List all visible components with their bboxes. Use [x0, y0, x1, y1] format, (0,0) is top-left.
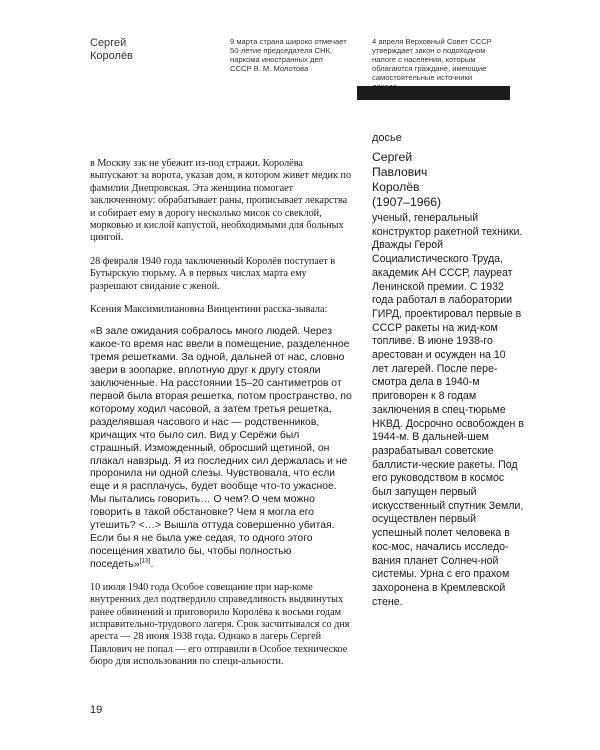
quote-text: «В зале ожидания собралось много людей. Через какое-то время нас ввели в помещение, разделенное тремя решетками. За одной, дальней от нас, словно звери в зоопарке, вплотную друг к другу стояли заключенные. На расстоянии 15–20 сантиметров от первой была вторая решетка, потом пространство, по которому ходил часовой, а затем третья решетка, разделявшая часового и нас — родственников, кричащих что было сил. Вид у Серёжи был страшный. Изможденный, обросший щетиной, он плакал навзрыд. Я из последних сил держалась и не проронила ни одной слезы. Чувствовала, что если еще и я расплачусь, будет вообще что-то ужасное. Мы пытались говорить… О чем? О чем можно говорить в такой обстановке? Чем я могла его утешить? <…> Вышла оттуда совершенно убитая. Если бы я не была уже седая, то одного этого посещения хватило бы, чтобы полностью поседеть»: [90, 326, 352, 570]
quote-end: .: [150, 558, 154, 570]
quote-visit: [90, 326, 352, 571]
paragraph-vincentini-intro: Ксения Максимилиановна Винцентини расска-зывала:: [90, 304, 328, 316]
main-text-column: [90, 158, 352, 669]
page-number: 19: [90, 704, 103, 716]
paragraph-release-to-doctor: в Москву зэк не убежит из-под стражи. Королёва выпускают за ворота, указав дом, в котором живет медик по фамилии Днепровская. Эта женщина помогает заключенному: обрабатывает раны, прописывает лекарства и собирает ему в дорогу несколько мисок со свеклой, морковью и кислой капустой, необходимыми для больных цингой.: [90, 158, 352, 244]
timeline-note-income-tax: 4 апреля Верховный Совет СССР утверждает закон о подоходном налоге с населения, которым облагаются граждане, имеющие самостоятельные источники: [372, 37, 492, 82]
paragraph-sentence: 10 июля 1940 года Особое совещание при нар-коме внутренних дел подтвердило справедливость выдвинутых ранее обвинений и приговорило Королёва к восьми годам исправительно-трудового лагеря. Срок засчитывался со дня ареста — 28 июня 1938 года. Однако в лагерь Сергей Павлович не попал — его отправили в Особое техническое бюро для использования по специ-альности.: [90, 581, 350, 668]
timeline-note-molotov: 9 марта страна широко отмечает 50-летие председателя СНК, наркома иностранных дел СССР В. М. Молотова: [230, 37, 347, 73]
dossier-label: досье: [372, 132, 402, 144]
dossier-text: ученый, генеральный конструктор ракетной техники. Дважды Герой Социалистического Труда, академик АН СССР, лауреат Ленинской премии. С 1932 года работал в лаборатории ГИРД, проектировал первые в СССР ракеты на жид-ком топливе. В июне 1938-го арестован и осужден на 10 лет лагерей. После пере-смотра дела в 1940-м приговорен к 8 годам заключения в спец-тюрьме НКВД. Досрочно освобожден в 1944-м. В дальней-шем разрабатывал советские баллисти-ческие ракеты. Под его руководством в космос был запущен первый искусственный спутник Земли, осуществлен первый успешный полет человека в кос-мос, начались исследо-вания планет Солнеч-ной системы. Урна с его прахом захоронена в Кремлевской стене.: [372, 212, 524, 608]
header-black-bar: [357, 86, 510, 100]
running-header-author: Сергей Королёв: [90, 37, 133, 62]
dossier-name: Сергей Павлович Королёв (1907–1966): [372, 150, 442, 209]
paragraph-butyrka: 28 февраля 1940 года заключенный Королёв поступает в Бутырскую тюрьму. А в первых числах марта ему разрешают свидание с женой.: [90, 255, 336, 292]
footnote-reference: [13]: [139, 557, 151, 565]
